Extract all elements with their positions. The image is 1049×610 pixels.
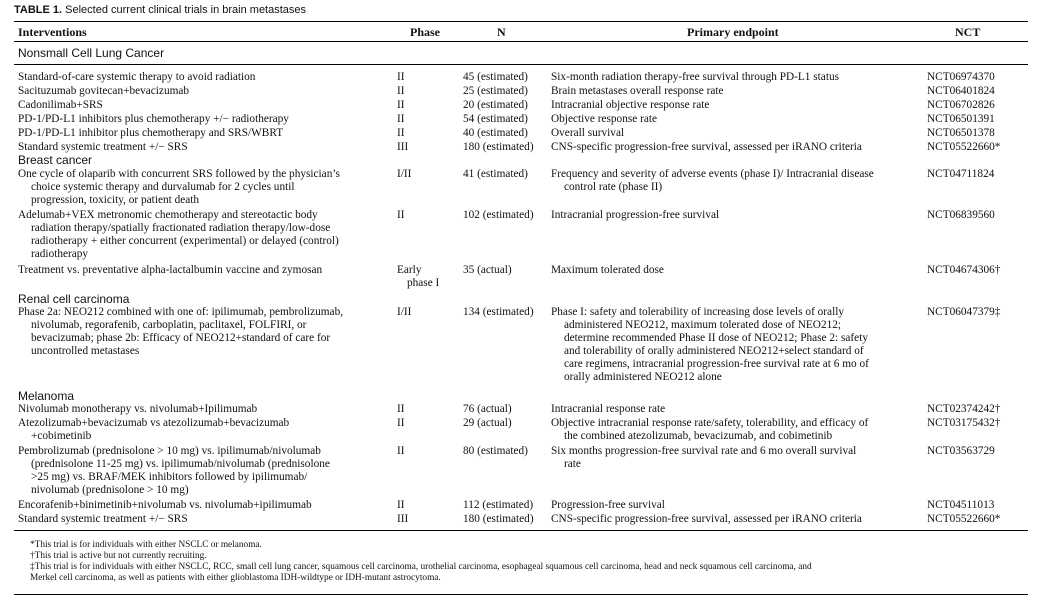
phase-cell bbox=[397, 513, 445, 526]
intervention-cell-line: Treatment vs. preventative alpha-lactalbumin vaccine and zymosan bbox=[18, 264, 323, 276]
endpoint-cell-line: CNS-specific progression-free survival, assessed per iRANO criteria bbox=[551, 513, 862, 525]
endpoint-cell-line: Progression-free survival bbox=[551, 499, 665, 511]
nct-cell: NCT06839560 bbox=[927, 209, 995, 221]
endpoint-cell-line: Intracranial objective response rate bbox=[551, 99, 710, 111]
intervention-cell-line: Sacituzumab govitecan+bevacizumab bbox=[18, 85, 190, 97]
endpoint-cell-line: Phase I: safety and tolerability of increasing dose levels of orally bbox=[551, 306, 845, 318]
phase-cell bbox=[397, 306, 445, 319]
endpoint-cell-line: and tolerability of orally administered NEO212+select standard of bbox=[564, 345, 864, 357]
intervention-cell bbox=[18, 306, 390, 358]
header-nct: NCT bbox=[955, 25, 981, 39]
endpoint-cell-line: control rate (phase II) bbox=[564, 181, 663, 193]
nct-cell: NCT03175432† bbox=[927, 417, 1001, 429]
n-cell: 25 (estimated) bbox=[463, 85, 528, 97]
n-cell: 80 (estimated) bbox=[463, 445, 528, 457]
endpoint-cell bbox=[551, 306, 921, 384]
n-cell: 41 (estimated) bbox=[463, 168, 528, 180]
endpoint-cell bbox=[551, 71, 921, 84]
phase-cell bbox=[397, 499, 445, 512]
table-label: TABLE 1. bbox=[14, 4, 63, 16]
endpoint-cell-line: care regimens, intracranial progression-free survival rate at 6 mo of bbox=[564, 358, 869, 370]
phase-cell-line: II bbox=[397, 209, 405, 221]
phase-cell bbox=[397, 113, 445, 126]
header-interventions: Interventions bbox=[18, 25, 87, 39]
section-renal: Renal cell carcinoma bbox=[18, 292, 130, 306]
endpoint-cell bbox=[551, 85, 921, 98]
endpoint-cell-line: Objective response rate bbox=[551, 113, 658, 125]
intervention-cell-line: Nivolumab monotherapy vs. nivolumab+Ipilimumab bbox=[18, 403, 258, 415]
intervention-cell-line: Phase 2a: NEO212 combined with one of: ipilimumab, pembrolizumab, bbox=[18, 306, 344, 318]
endpoint-cell-line: rate bbox=[564, 458, 581, 470]
header-rule bbox=[14, 41, 1028, 42]
intervention-cell bbox=[18, 264, 390, 277]
intervention-cell-line: progression, toxicity, or patient death bbox=[31, 194, 200, 206]
phase-cell-line: II bbox=[397, 499, 405, 511]
header-n: N bbox=[497, 25, 506, 39]
phase-cell bbox=[397, 99, 445, 112]
footnote: ‡This trial is for individuals with either NSCLC, RCC, small cell lung cancer, squamous cell carcinoma, urothelial carcinoma, esophageal squamous cell carcinoma, head and neck squamous cell carcinoma, and bbox=[30, 562, 812, 572]
endpoint-cell-line: orally administered NEO212 alone bbox=[564, 371, 722, 383]
endpoint-cell bbox=[551, 513, 921, 526]
intervention-cell-line: choice systemic therapy and durvalumab for 2 cycles until bbox=[31, 181, 295, 193]
bottom-rule bbox=[14, 530, 1028, 531]
nct-cell: NCT06974370 bbox=[927, 71, 995, 83]
n-cell: 54 (estimated) bbox=[463, 113, 528, 125]
endpoint-cell bbox=[551, 141, 921, 154]
intervention-cell-line: radiation therapy/spatially fractionated radiation therapy/low-dose bbox=[31, 222, 331, 234]
endpoint-cell bbox=[551, 113, 921, 126]
footnote: *This trial is for individuals with either NSCLC or melanoma. bbox=[30, 540, 262, 550]
n-cell: 112 (estimated) bbox=[463, 499, 534, 511]
intervention-cell-line: Standard-of-care systemic therapy to avoid radiation bbox=[18, 71, 256, 83]
intervention-cell-line: radiotherapy + either concurrent (experimental) or delayed (control) bbox=[31, 235, 339, 247]
intervention-cell bbox=[18, 127, 390, 140]
intervention-cell-line: >25 mg) vs. BRAF/MEK inhibitors followed by ipilimumab/ bbox=[31, 471, 308, 483]
header-primary-endpoint: Primary endpoint bbox=[687, 25, 779, 39]
phase-cell-line: II bbox=[397, 99, 405, 111]
phase-cell-line: phase I bbox=[407, 277, 440, 289]
intervention-cell-line: Encorafenib+binimetinib+nivolumab vs. nivolumab+ipilimumab bbox=[18, 499, 312, 511]
n-cell: 180 (estimated) bbox=[463, 513, 534, 525]
phase-cell-line: II bbox=[397, 71, 405, 83]
endpoint-cell-line: Overall survival bbox=[551, 127, 625, 139]
phase-cell bbox=[397, 264, 445, 290]
endpoint-cell-line: Intracranial response rate bbox=[551, 403, 666, 415]
n-cell: 20 (estimated) bbox=[463, 99, 528, 111]
intervention-cell-line: One cycle of olaparib with concurrent SRS followed by the physician’s bbox=[18, 168, 340, 180]
intervention-cell-line: Adelumab+VEX metronomic chemotherapy and stereotactic body bbox=[18, 209, 318, 221]
n-cell: 35 (actual) bbox=[463, 264, 512, 276]
intervention-cell bbox=[18, 417, 390, 443]
phase-cell-line: II bbox=[397, 417, 405, 429]
endpoint-cell-line: Frequency and severity of adverse events (phase I)/ Intracranial disease bbox=[551, 168, 874, 180]
intervention-cell-line: nivolumab, regorafenib, carboplatin, paclitaxel, FOLFIRI, or bbox=[31, 319, 307, 331]
endpoint-cell-line: Intracranial progression-free survival bbox=[551, 209, 720, 221]
n-cell: 134 (estimated) bbox=[463, 306, 534, 318]
endpoint-cell bbox=[551, 403, 921, 416]
intervention-cell bbox=[18, 513, 390, 526]
section-nsclc: Nonsmall Cell Lung Cancer bbox=[18, 46, 165, 60]
n-cell: 29 (actual) bbox=[463, 417, 512, 429]
intervention-cell bbox=[18, 141, 390, 154]
endpoint-cell bbox=[551, 445, 921, 471]
endpoint-cell bbox=[551, 209, 921, 222]
phase-cell bbox=[397, 209, 445, 222]
n-cell: 102 (estimated) bbox=[463, 209, 534, 221]
intervention-cell bbox=[18, 99, 390, 112]
endpoint-cell bbox=[551, 417, 921, 443]
table-caption: Selected current clinical trials in brain metastases bbox=[65, 4, 307, 16]
n-cell: 180 (estimated) bbox=[463, 141, 534, 153]
footnote: †This trial is active but not currently recruiting. bbox=[30, 551, 207, 561]
phase-cell-line: II bbox=[397, 403, 405, 415]
intervention-cell-line: Standard systemic treatment +/− SRS bbox=[18, 513, 188, 525]
endpoint-cell bbox=[551, 499, 921, 512]
nct-cell: NCT04674306† bbox=[927, 264, 1001, 276]
endpoint-cell-line: Maximum tolerated dose bbox=[551, 264, 664, 276]
phase-cell bbox=[397, 168, 445, 181]
footer-rule bbox=[14, 594, 1028, 595]
n-cell: 76 (actual) bbox=[463, 403, 512, 415]
footnotes bbox=[30, 540, 1020, 584]
phase-cell bbox=[397, 71, 445, 84]
intervention-cell bbox=[18, 85, 390, 98]
nct-cell: NCT06501391 bbox=[927, 113, 995, 125]
phase-cell-line: II bbox=[397, 113, 405, 125]
endpoint-cell-line: CNS-specific progression-free survival, assessed per iRANO criteria bbox=[551, 141, 862, 153]
phase-cell-line: II bbox=[397, 127, 405, 139]
intervention-cell-line: radiotherapy bbox=[31, 248, 89, 260]
endpoint-cell-line: Objective intracranial response rate/safety, tolerability, and efficacy of bbox=[551, 417, 869, 429]
section-breast: Breast cancer bbox=[18, 153, 93, 167]
nct-cell: NCT06501378 bbox=[927, 127, 995, 139]
top-rule bbox=[14, 21, 1028, 22]
phase-cell bbox=[397, 403, 445, 416]
intervention-cell-line: bevacizumab; phase 2b: Efficacy of NEO212+standard of care for bbox=[31, 332, 331, 344]
endpoint-cell-line: determine recommended Phase II dose of NEO212; Phase 2: safety bbox=[564, 332, 868, 344]
endpoint-cell bbox=[551, 99, 921, 112]
nct-cell: NCT03563729 bbox=[927, 445, 995, 457]
endpoint-cell-line: Six months progression-free survival rate and 6 mo overall survival bbox=[551, 445, 857, 457]
phase-cell bbox=[397, 127, 445, 140]
intervention-cell bbox=[18, 209, 390, 261]
intervention-cell-line: Atezolizumab+bevacizumab vs atezolizumab+bevacizumab bbox=[18, 417, 290, 429]
intervention-cell-line: PD-1/PD-L1 inhibitor plus chemotherapy and SRS/WBRT bbox=[18, 127, 284, 139]
endpoint-cell-line: administered NEO212, maximum tolerated dose of NEO212; bbox=[564, 319, 842, 331]
phase-cell-line: I/II bbox=[397, 168, 412, 180]
nct-cell: NCT06702826 bbox=[927, 99, 995, 111]
endpoint-cell-line: Six-month radiation therapy-free survival through PD-L1 status bbox=[551, 71, 840, 83]
intervention-cell-line: Cadonilimab+SRS bbox=[18, 99, 103, 111]
endpoint-cell bbox=[551, 264, 921, 277]
footnote: Merkel cell carcinoma, as well as patients with either glioblastoma IDH-wildtype or IDH-mutant astrocytoma. bbox=[30, 573, 441, 583]
phase-cell-line: II bbox=[397, 445, 405, 457]
phase-cell bbox=[397, 141, 445, 154]
section-rule bbox=[14, 64, 1028, 65]
phase-cell-line: III bbox=[397, 141, 409, 153]
phase-cell bbox=[397, 85, 445, 98]
nct-cell: NCT04711824 bbox=[927, 168, 995, 180]
n-cell: 45 (estimated) bbox=[463, 71, 528, 83]
phase-cell bbox=[397, 417, 445, 430]
phase-cell-line: II bbox=[397, 85, 405, 97]
endpoint-cell-line: Brain metastases overall response rate bbox=[551, 85, 724, 97]
intervention-cell-line: (prednisolone 11-25 mg) vs. ipilimumab/nivolumab (prednisolone bbox=[31, 458, 330, 470]
phase-cell-line: III bbox=[397, 513, 409, 525]
nct-cell: NCT02374242† bbox=[927, 403, 1001, 415]
intervention-cell-line: Standard systemic treatment +/− SRS bbox=[18, 141, 188, 153]
phase-cell-line: Early bbox=[397, 264, 422, 276]
intervention-cell-line: nivolumab (prednisolone > 10 mg) bbox=[31, 484, 189, 496]
nct-cell: NCT05522660* bbox=[927, 513, 1001, 525]
intervention-cell bbox=[18, 71, 390, 84]
nct-cell: NCT05522660* bbox=[927, 141, 1001, 153]
intervention-cell bbox=[18, 445, 390, 497]
phase-cell bbox=[397, 445, 445, 458]
intervention-cell bbox=[18, 168, 390, 207]
intervention-cell-line: Pembrolizumab (prednisolone > 10 mg) vs. ipilimumab/nivolumab bbox=[18, 445, 321, 457]
table-title bbox=[14, 4, 306, 16]
intervention-cell-line: PD-1/PD-L1 inhibitors plus chemotherapy +/− radiotherapy bbox=[18, 113, 289, 125]
nct-cell: NCT06401824 bbox=[927, 85, 995, 97]
intervention-cell-line: uncontrolled metastases bbox=[31, 345, 140, 357]
intervention-cell bbox=[18, 499, 390, 512]
phase-cell-line: I/II bbox=[397, 306, 412, 318]
header-phase: Phase bbox=[410, 25, 440, 39]
nct-cell: NCT04511013 bbox=[927, 499, 995, 511]
intervention-cell bbox=[18, 403, 390, 416]
endpoint-cell bbox=[551, 168, 921, 194]
n-cell: 40 (estimated) bbox=[463, 127, 528, 139]
nct-cell: NCT06047379‡ bbox=[927, 306, 1001, 318]
intervention-cell bbox=[18, 113, 390, 126]
intervention-cell-line: +cobimetinib bbox=[31, 430, 92, 442]
section-melanoma: Melanoma bbox=[18, 389, 75, 403]
endpoint-cell-line: the combined atezolizumab, bevacizumab, and cobimetinib bbox=[564, 430, 833, 442]
endpoint-cell bbox=[551, 127, 921, 140]
